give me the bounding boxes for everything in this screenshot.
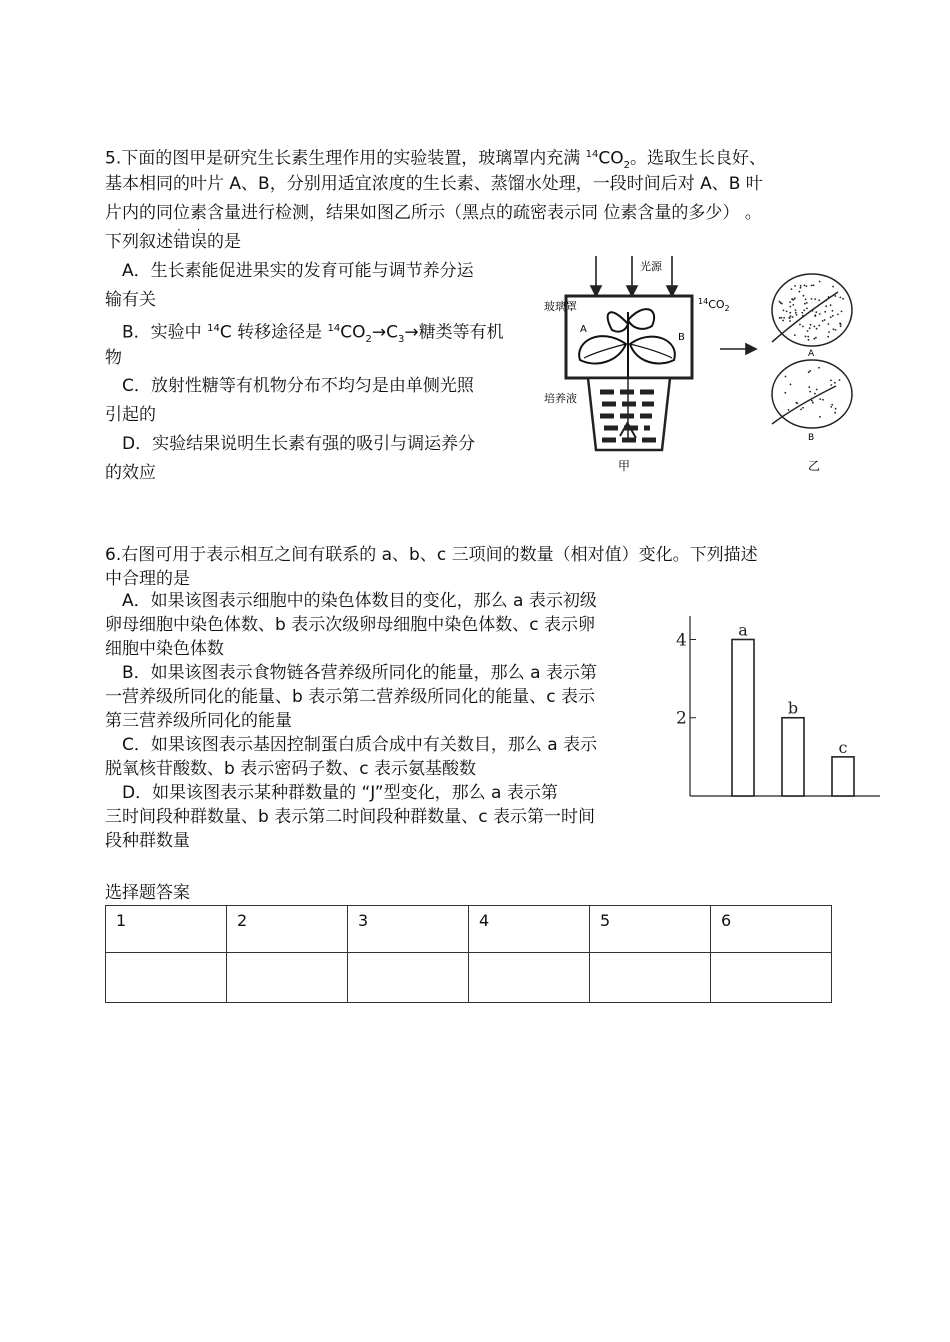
result-a-label: A (808, 349, 815, 359)
isotope-dot (781, 317, 783, 319)
q6-option-b-line1: B．如果该图表示食物链各营养级所同化的能量，那么 a 表示第 (122, 663, 597, 683)
isotope-dot (791, 288, 793, 290)
leaf-a-result (772, 274, 852, 346)
leaf-a-label: A (580, 324, 587, 335)
isotope-dot (834, 412, 836, 414)
isotope-dot (811, 285, 813, 287)
isotope-dot (808, 339, 810, 341)
answer-cell-3[interactable] (348, 953, 469, 1003)
isotope-dot (802, 407, 804, 409)
isotope-dot (839, 379, 841, 381)
isotope-dot (830, 316, 832, 318)
isotope-dot (835, 408, 837, 410)
isotope-dot (807, 330, 809, 332)
isotope-dot (818, 325, 820, 327)
isotope-dot (824, 319, 826, 321)
q5-option-d-line1: D．实验结果说明生长素有强的吸引与调运养分 (122, 434, 476, 454)
isotope-dot (839, 323, 841, 325)
isotope-dot (808, 386, 810, 388)
isotope-dot (789, 312, 791, 314)
q5-option-b-line2: 物 (105, 348, 122, 368)
bar-label-b: b (787, 698, 799, 718)
isotope-dot (785, 376, 787, 378)
isotope-dot (811, 298, 813, 300)
isotope-dot (819, 281, 821, 283)
isotope-dot (827, 336, 829, 338)
isotope-dot (830, 380, 832, 382)
q6-option-a-line1: A．如果该图表示细胞中的染色体数目的变化，那么 a 表示初级 (122, 591, 597, 611)
isotope-dot (810, 324, 812, 326)
q5-option-a-line1: A．生长素能促进果实的发育可能与调节养分运 (122, 261, 474, 281)
bar-a (732, 639, 754, 796)
isotope-dot (841, 311, 843, 313)
isotope-dot (822, 399, 824, 401)
isotope-dot (813, 338, 815, 340)
answer-cell-4[interactable] (469, 953, 590, 1003)
q6-option-b-line3: 第三营养级所同化的能量 (105, 711, 292, 731)
isotope-dot (803, 309, 805, 311)
isotope-dot (812, 310, 814, 312)
result-b-label: B (808, 433, 815, 443)
figure-jia-label: 甲 (618, 459, 631, 473)
isotope-dot (783, 310, 785, 312)
medium-label: 培养液 (544, 392, 577, 405)
isotope-dot (818, 367, 820, 369)
isotope-dot (837, 314, 839, 316)
isotope-dot (834, 382, 836, 384)
bar-chart (660, 612, 890, 802)
bar-label-a: a (738, 620, 748, 640)
isotope-dot (813, 326, 815, 328)
light-arrows (591, 256, 677, 296)
isotope-dot (828, 323, 830, 325)
q6-line1: 6.右图可用于表示相互之间有联系的 a、b、c 三项间的数量（相对值）变化。下列描述 (105, 545, 758, 565)
isotope-dot (814, 393, 816, 395)
isotope-dot (819, 398, 821, 400)
isotope-dot (809, 327, 811, 329)
q6-option-d-line2: 三时间段种群数量、b 表示第二时间段种群数量、c 表示第一时间 (105, 807, 595, 827)
isotope-dot (822, 320, 824, 322)
isotope-dot (792, 316, 794, 318)
light-label: 光源 (640, 260, 662, 273)
experiment-figure (540, 252, 870, 480)
isotope-dot (830, 384, 832, 386)
isotope-dot (832, 286, 834, 288)
isotope-dot (807, 336, 809, 338)
isotope-dot (794, 285, 796, 287)
isotope-dot (830, 406, 832, 408)
leaf-b-result (772, 360, 852, 428)
isotope-dot (828, 296, 830, 298)
emphasis-mark: 错误 · · (173, 232, 207, 252)
q6-option-d-line1: D．如果该图表示某种群数量的 “J”型变化，那么 a 表示第 (122, 783, 558, 803)
isotope-dot (819, 416, 821, 418)
q6-option-a-line3: 细胞中染色体数 (105, 639, 224, 659)
isotope-dot (788, 409, 790, 411)
isotope-dot (804, 285, 806, 287)
q6-option-b-line2: 一营养级所同化的能量、b 表示第二营养级所同化的能量、c 表示 (105, 687, 595, 707)
isotope-dot (784, 392, 786, 394)
isotope-dot (800, 287, 802, 289)
isotope-dot (790, 384, 792, 386)
answer-cell-6[interactable] (711, 953, 832, 1003)
isotope-dot (834, 295, 836, 297)
answer-cell-2[interactable] (227, 953, 348, 1003)
isotope-dot (800, 409, 802, 411)
answer-header-cell: 3 (348, 906, 469, 953)
answer-header-cell: 2 (227, 906, 348, 953)
glass-label: 玻璃罩 (544, 300, 577, 313)
isotope-dot (783, 317, 785, 319)
isotope-dot (809, 370, 811, 372)
isotope-dot (814, 314, 816, 316)
q5-line4: 下列叙述错误 · ·的是 (105, 230, 241, 254)
isotope-dot (842, 298, 844, 300)
isotope-dot (794, 334, 796, 336)
isotope-dot (811, 400, 813, 402)
q6-option-d-line3: 段种群数量 (105, 831, 190, 851)
isotope-dot (824, 311, 826, 313)
bar-label-c: c (838, 737, 848, 757)
isotope-dot (804, 303, 806, 305)
isotope-dot (782, 320, 784, 322)
isotope-dot (796, 314, 798, 316)
isotope-dot (792, 304, 794, 306)
y-tick-label: 4 (676, 630, 687, 651)
isotope-dot (840, 325, 842, 327)
q5-option-c-line2: 引起的 (105, 405, 156, 425)
isotope-dot (818, 299, 820, 301)
q6-line2: 中合理的是 (105, 569, 190, 589)
answer-input-row (106, 953, 832, 1003)
isotope-dot (779, 317, 781, 319)
isotope-dot (795, 309, 797, 311)
co2-label: $^{14}CO_2$ (698, 297, 730, 313)
isotope-dot (812, 402, 814, 404)
answer-table-title: 选择题答案 (105, 883, 190, 903)
isotope-dot (815, 337, 817, 339)
isotope-dot (801, 312, 803, 314)
bar-b (782, 718, 804, 796)
leaf-b-label: B (678, 332, 685, 343)
q5-option-b-line1: B．实验中 $^{14}$C 转移途径是 $^{14}CO_2\to C_3\to$糖类等有机 (122, 322, 504, 346)
isotope-dot (805, 336, 807, 338)
q5-line1: 5.下面的图甲是研究生长素生理作用的实验装置，玻璃罩内充满 $^{14}CO_2$。选取生长良好、 (105, 148, 766, 172)
isotope-dot (799, 291, 801, 293)
answer-table (105, 905, 832, 1003)
answer-header-row (106, 906, 832, 953)
isotope-dot (825, 305, 827, 307)
isotope-dot (802, 315, 804, 317)
isotope-dot (789, 317, 791, 319)
isotope-dot (833, 328, 835, 330)
isotope-dot (832, 315, 834, 317)
isotope-dot (813, 284, 815, 286)
q5-option-a-line2: 输有关 (105, 290, 156, 310)
answer-header-cell: 6 (711, 906, 832, 953)
isotope-dot (789, 306, 791, 308)
isotope-dot (789, 320, 791, 322)
figure-yi-label: 乙 (808, 459, 821, 473)
q6-option-c-line1: C．如果该图表示基因控制蛋白质合成中有关数目，那么 a 表示 (122, 735, 598, 755)
isotope-dot (794, 297, 796, 299)
isotope-dot (806, 285, 808, 287)
isotope-dot (816, 389, 818, 391)
isotope-dot (805, 298, 807, 300)
isotope-dot (797, 403, 799, 405)
isotope-dot (828, 331, 830, 333)
isotope-dot (799, 324, 801, 326)
isotope-dot (814, 298, 816, 300)
isotope-dot (809, 391, 811, 393)
answer-cell-1[interactable] (106, 953, 227, 1003)
q5-option-d-line2: 的效应 (105, 463, 156, 483)
isotope-dot (835, 329, 837, 331)
isotope-dot (808, 371, 810, 373)
answer-header-cell: 5 (590, 906, 711, 953)
bar-c (832, 757, 854, 796)
isotope-dot (779, 301, 781, 303)
isotope-dot (819, 313, 821, 315)
isotope-dot (789, 301, 791, 303)
q5-line2: 基本相同的叶片 A、B，分别用适宜浓度的生长素、蒸馏水处理，一段时间后对 A、B 叶 (105, 174, 763, 194)
q6-option-a-line2: 卵母细胞中染色体数、b 表示次级卵母细胞中染色体数、c 表示卵 (105, 615, 595, 635)
result-arrow (720, 344, 756, 354)
isotope-dot (802, 326, 804, 328)
answer-cell-5[interactable] (590, 953, 711, 1003)
isotope-dot (831, 404, 833, 406)
isotope-dot (800, 285, 802, 287)
answer-header-cell: 1 (106, 906, 227, 953)
culture-pot (588, 378, 670, 450)
isotope-dot (795, 312, 797, 314)
isotope-dot (790, 315, 792, 317)
isotope-dot (791, 298, 793, 300)
isotope-dot (786, 311, 788, 313)
isotope-dot (806, 302, 808, 304)
isotope-dot (806, 308, 808, 310)
isotope-dot (815, 311, 817, 313)
isotope-dot (832, 310, 834, 312)
isotope-dot (816, 328, 818, 330)
q5-option-c-line1: C．放射性糖等有机物分布不均匀是由单侧光照 (122, 376, 474, 396)
q6-option-c-line2: 脱氧核苷酸数、b 表示密码子数、c 表示氨基酸数 (105, 759, 476, 779)
isotope-dot (803, 295, 805, 297)
isotope-dot (825, 300, 827, 302)
q5-line3: 片内的同位素含量进行检测，结果如图乙所示（黑点的疏密表示同 位素含量的多少） 。 (105, 203, 762, 223)
isotope-dot (839, 297, 841, 299)
answer-header-cell: 4 (469, 906, 590, 953)
isotope-dot (830, 304, 832, 306)
y-tick-label: 2 (676, 708, 687, 729)
